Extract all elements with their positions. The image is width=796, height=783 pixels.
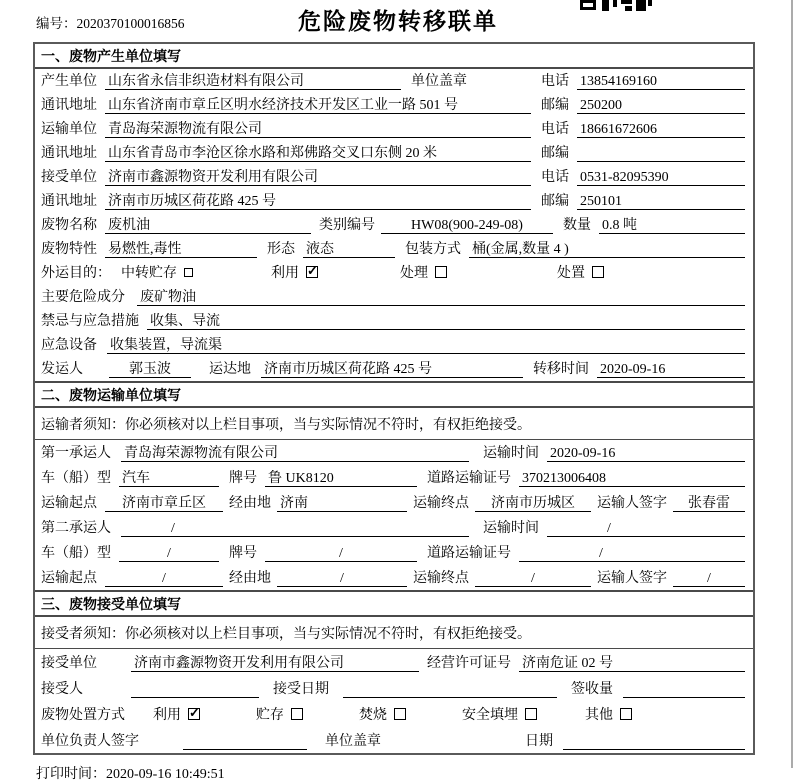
unit-seal2-label: 单位盖章	[325, 734, 381, 749]
route-via1-label: 经由地	[229, 496, 271, 511]
section-producer	[35, 44, 753, 381]
section-transporter-title: 二、废物运输单位填写	[35, 383, 753, 408]
signed-qty-label: 签收量	[571, 682, 613, 697]
transport-zip-value	[577, 145, 745, 162]
accept-unit-label: 接受单位	[41, 656, 97, 671]
first-carrier-value: 青岛海荣源物流有限公司	[121, 445, 469, 462]
checkbox-unchecked-icon	[592, 266, 604, 278]
disposal-option-utilize	[153, 704, 200, 724]
field-receive-unit	[35, 165, 753, 189]
accept-unit-value: 济南市鑫源物资开发利用有限公司	[131, 655, 419, 672]
field-transport-unit	[35, 117, 753, 141]
producer-address-value: 山东省济南市章丘区明水经济技术开发区工业一路 501 号	[105, 97, 531, 114]
unit-seal-label: 单位盖章	[411, 74, 467, 89]
first-carrier-label: 第一承运人	[41, 446, 111, 461]
field-transport-address	[35, 141, 753, 165]
receive-address-value: 济南市历城区荷花路 425 号	[105, 193, 531, 210]
checkbox-unchecked-icon	[394, 708, 406, 720]
field-producer-unit	[35, 69, 753, 93]
acceptor-value	[131, 681, 259, 698]
waste-name-label: 废物名称	[41, 218, 97, 233]
receiver-notice: 接受者须知：你必须核对以上栏目事项，当与实际情况不符时，有权拒绝接受。	[35, 617, 753, 649]
producer-phone-label: 电话	[541, 74, 569, 89]
waste-form-label: 形态	[267, 242, 295, 257]
checkbox-unchecked-icon	[525, 708, 537, 720]
transport-unit-label: 运输单位	[41, 122, 97, 137]
signed-qty-value	[623, 681, 745, 698]
receive-phone-label: 电话	[541, 170, 569, 185]
receive-zip-label: 邮编	[541, 194, 569, 209]
route-sign2-value: /	[673, 570, 745, 587]
destination-label: 运达地	[209, 362, 251, 377]
waste-form-value: 液态	[303, 241, 395, 258]
field-transfer-purpose	[35, 261, 753, 285]
waste-code-value: HW08(900-249-08)	[381, 217, 553, 234]
disposal-option-incinerate	[359, 704, 406, 724]
purpose-option-treat	[400, 262, 447, 282]
destination-value: 济南市历城区荷花路 425 号	[261, 361, 523, 378]
manifest-form	[33, 42, 755, 755]
acceptor-label: 接受人	[41, 682, 83, 697]
transport-phone-value: 18661672606	[577, 121, 745, 138]
disposal-option-other	[585, 704, 632, 724]
route-start1-value: 济南市章丘区	[105, 495, 223, 512]
disposal-option-storage	[256, 704, 303, 724]
producer-zip-value: 250200	[577, 97, 745, 114]
producer-address-label: 通讯地址	[41, 98, 97, 113]
field-waste-traits	[35, 237, 753, 261]
road-permit2-value: /	[519, 545, 745, 562]
field-first-carrier	[35, 440, 753, 465]
field-route1	[35, 490, 753, 515]
disposal-method-label: 废物处置方式	[41, 708, 125, 723]
producer-phone-value: 13854169160	[577, 73, 745, 90]
disposal-option-landfill	[462, 704, 537, 724]
print-time	[36, 763, 796, 783]
emergency-measures-value: 收集、导流	[147, 313, 745, 330]
section-producer-title: 一、废物产生单位填写	[35, 44, 753, 69]
sign-date-value	[563, 733, 745, 750]
disposal-option-storage-label: 贮存	[256, 708, 284, 723]
receive-address-label: 通讯地址	[41, 194, 97, 209]
license-label: 经营许可证号	[427, 656, 511, 671]
vehicle-type1-value: 汽车	[119, 470, 219, 487]
plate1-label: 牌号	[229, 471, 257, 486]
emergency-equipment-value: 收集装置，导流渠	[107, 337, 745, 354]
field-second-carrier	[35, 515, 753, 540]
section-transporter	[35, 381, 753, 590]
route-end2-label: 运输终点	[413, 571, 469, 586]
disposal-option-other-label: 其他	[585, 708, 613, 723]
page-edge-divider	[791, 0, 793, 768]
field-vehicle1	[35, 465, 753, 490]
route-start2-value: /	[105, 570, 223, 587]
responsible-signature-label: 单位负责人签字	[41, 734, 139, 749]
transport-time1-value: 2020-09-16	[547, 445, 745, 462]
document-number-label: 编号：	[36, 16, 77, 31]
purpose-option-storage-label: 中转贮存	[121, 266, 177, 281]
shipper-value: 郭玉波	[109, 361, 191, 378]
license-value: 济南危证 02 号	[519, 655, 745, 672]
route-sign2-label: 运输人签字	[597, 571, 667, 586]
transport-phone-label: 电话	[541, 122, 569, 137]
route-start1-label: 运输起点	[41, 496, 97, 511]
qr-code-fragment-icon	[580, 0, 652, 12]
purpose-option-utilize-label: 利用	[271, 266, 299, 281]
disposal-option-incinerate-label: 焚烧	[359, 708, 387, 723]
waste-name-value: 废机油	[105, 217, 311, 234]
producer-unit-value: 山东省永信非织造材料有限公司	[105, 73, 401, 90]
field-accept-unit	[35, 649, 753, 675]
road-permit1-value: 370213006408	[519, 470, 745, 487]
field-acceptor	[35, 675, 753, 701]
checkbox-unchecked-icon	[620, 708, 632, 720]
producer-zip-label: 邮编	[541, 98, 569, 113]
section-receiver-title: 三、废物接受单位填写	[35, 592, 753, 617]
receive-unit-value: 济南市鑫源物资开发利用有限公司	[105, 169, 531, 186]
disposal-option-utilize-label: 利用	[153, 708, 181, 723]
section-receiver	[35, 590, 753, 753]
second-carrier-label: 第二承运人	[41, 521, 111, 536]
print-time-value: 2020-09-16 10:49:51	[106, 767, 225, 782]
purpose-option-dispose-label: 处置	[557, 266, 585, 281]
field-responsible-signature	[35, 727, 753, 753]
waste-code-label: 类别编号	[319, 218, 375, 233]
page-title: 危险废物转移联单	[298, 8, 498, 34]
checkbox-checked-icon	[188, 708, 200, 720]
purpose-option-treat-label: 处理	[400, 266, 428, 281]
transport-time1-label: 运输时间	[483, 446, 539, 461]
document-number-value: 2020370100016856	[76, 16, 185, 31]
vehicle-type1-label: 车（船）型	[41, 471, 111, 486]
field-waste-name	[35, 213, 753, 237]
accept-date-label: 接受日期	[273, 682, 329, 697]
field-route2	[35, 565, 753, 590]
receive-phone-value: 0531-82095390	[577, 169, 745, 186]
print-time-label: 打印时间：	[36, 767, 106, 782]
route-sign1-label: 运输人签字	[597, 496, 667, 511]
receive-zip-value: 250101	[577, 193, 745, 210]
checkbox-unchecked-icon	[291, 708, 303, 720]
checkbox-unchecked-icon	[184, 268, 193, 277]
plate2-label: 牌号	[229, 546, 257, 561]
field-vehicle2	[35, 540, 753, 565]
road-permit1-label: 道路运输证号	[427, 471, 511, 486]
transfer-time-value: 2020-09-16	[597, 361, 745, 378]
waste-traits-label: 废物特性	[41, 242, 97, 257]
purpose-option-dispose	[557, 262, 604, 282]
field-disposal-method	[35, 701, 753, 727]
checkbox-unchecked-icon	[435, 266, 447, 278]
transfer-purpose-label: 外运目的：	[41, 266, 111, 281]
field-hazard-component	[35, 285, 753, 309]
route-via2-value: /	[277, 570, 407, 587]
transport-address-label: 通讯地址	[41, 146, 97, 161]
vehicle-type2-value: /	[119, 545, 219, 562]
route-end1-value: 济南市历城区	[475, 495, 591, 512]
field-receive-address	[35, 189, 753, 213]
transport-time2-value: /	[547, 520, 745, 537]
document-header	[0, 0, 796, 40]
accept-date-value	[343, 681, 557, 698]
transport-zip-label: 邮编	[541, 146, 569, 161]
route-via1-value: 济南	[277, 495, 407, 512]
waste-traits-value: 易燃性,毒性	[105, 241, 257, 258]
purpose-option-storage	[121, 262, 193, 282]
plate2-value: /	[265, 545, 417, 562]
transfer-time-label: 转移时间	[533, 362, 589, 377]
sign-date-label: 日期	[525, 734, 553, 749]
plate1-value: 鲁 UK8120	[265, 470, 417, 487]
second-carrier-value: /	[121, 520, 469, 537]
route-via2-label: 经由地	[229, 571, 271, 586]
disposal-option-landfill-label: 安全填埋	[462, 708, 518, 723]
field-producer-address	[35, 93, 753, 117]
route-sign1-value: 张春雷	[673, 495, 745, 512]
hazard-component-value: 废矿物油	[137, 289, 745, 306]
field-shipper	[35, 357, 753, 381]
responsible-signature-value	[183, 733, 307, 750]
emergency-measures-label: 禁忌与应急措施	[41, 314, 139, 329]
checkbox-checked-icon	[306, 266, 318, 278]
route-end2-value: /	[475, 570, 591, 587]
route-end1-label: 运输终点	[413, 496, 469, 511]
field-emergency-equipment	[35, 333, 753, 357]
waste-qty-label: 数量	[563, 218, 591, 233]
producer-unit-label: 产生单位	[41, 74, 97, 89]
transport-unit-value: 青岛海荣源物流有限公司	[105, 121, 531, 138]
transport-address-value: 山东省青岛市李沧区徐水路和郑佛路交叉口东侧 20 米	[105, 145, 531, 162]
route-start2-label: 运输起点	[41, 571, 97, 586]
transport-time2-label: 运输时间	[483, 521, 539, 536]
vehicle-type2-label: 车（船）型	[41, 546, 111, 561]
shipper-label: 发运人	[41, 362, 83, 377]
field-emergency-measures	[35, 309, 753, 333]
road-permit2-label: 道路运输证号	[427, 546, 511, 561]
waste-qty-value: 0.8 吨	[599, 217, 745, 234]
hazard-component-label: 主要危险成分	[41, 290, 125, 305]
waste-pack-value: 桶(金属,数量 4 )	[469, 241, 745, 258]
emergency-equipment-label: 应急设备	[41, 338, 97, 353]
waste-pack-label: 包装方式	[405, 242, 461, 257]
transporter-notice: 运输者须知：你必须核对以上栏目事项，当与实际情况不符时，有权拒绝接受。	[35, 408, 753, 440]
receive-unit-label: 接受单位	[41, 170, 97, 185]
purpose-option-utilize	[271, 262, 318, 282]
